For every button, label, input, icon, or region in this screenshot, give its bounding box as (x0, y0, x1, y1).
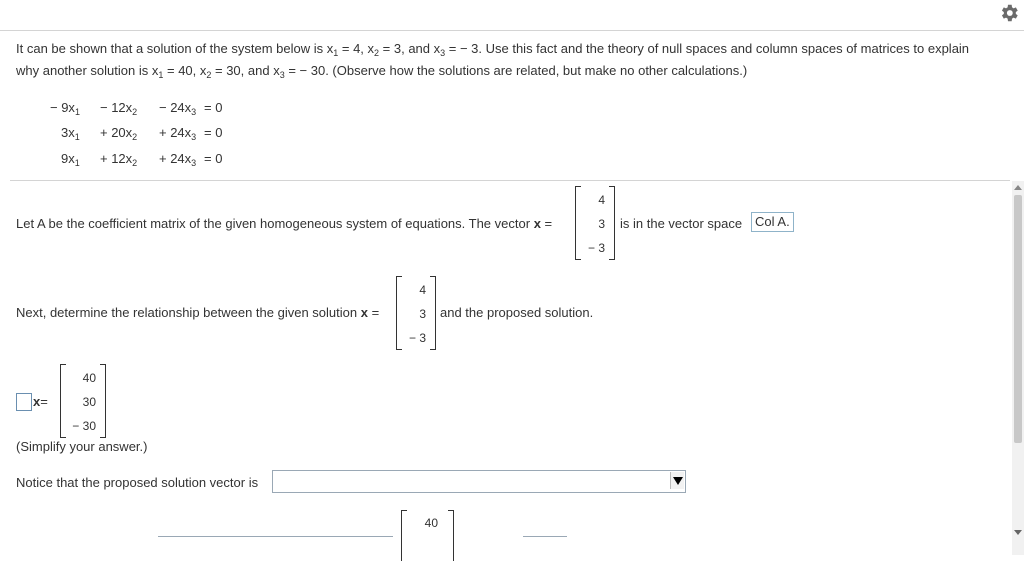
question-line-1: It can be shown that a solution of the system below is $x_1 = 4$, $x_2 = 3$, and $x_3$ = − 3. Use this fact and the theory of null spaces and column spaces of matrices to explain (16, 41, 970, 58)
scroll-up-icon[interactable] (1014, 185, 1022, 190)
part1-prompt: Let A be the coefficient matrix of the given homogeneous system of equations. The vector x = (16, 216, 553, 231)
col-space-answer[interactable]: Col A. (751, 212, 794, 232)
partial-input[interactable] (523, 536, 567, 537)
part1-suffix: is in the vector space (620, 216, 743, 231)
part2-suffix: and the proposed solution. (440, 305, 594, 320)
scalar-input[interactable] (16, 393, 32, 411)
header-divider (0, 30, 1024, 31)
part2-prompt: Next, determine the relationship between the given solution x = (16, 305, 380, 320)
question-line-2: why another solution is $x_1 = 40$, $x_2 = 30$, and $x_3$ = − 30. (Observe how the solutions are related, but make no other calculations.) (16, 63, 748, 80)
part4-prompt: Notice that the proposed solution vector is (16, 475, 259, 490)
section-divider (10, 180, 1010, 181)
part3-x-label: x= (33, 394, 48, 409)
partial-input[interactable] (158, 536, 393, 537)
scrollbar-thumb[interactable] (1014, 195, 1022, 443)
simplify-hint: (Simplify your answer.) (16, 439, 148, 454)
scroll-down-icon[interactable] (1014, 530, 1022, 535)
gear-icon[interactable] (998, 2, 1020, 24)
solution-dropdown[interactable] (272, 470, 686, 493)
scrollbar[interactable] (1012, 181, 1024, 555)
chevron-down-icon[interactable] (670, 472, 684, 489)
